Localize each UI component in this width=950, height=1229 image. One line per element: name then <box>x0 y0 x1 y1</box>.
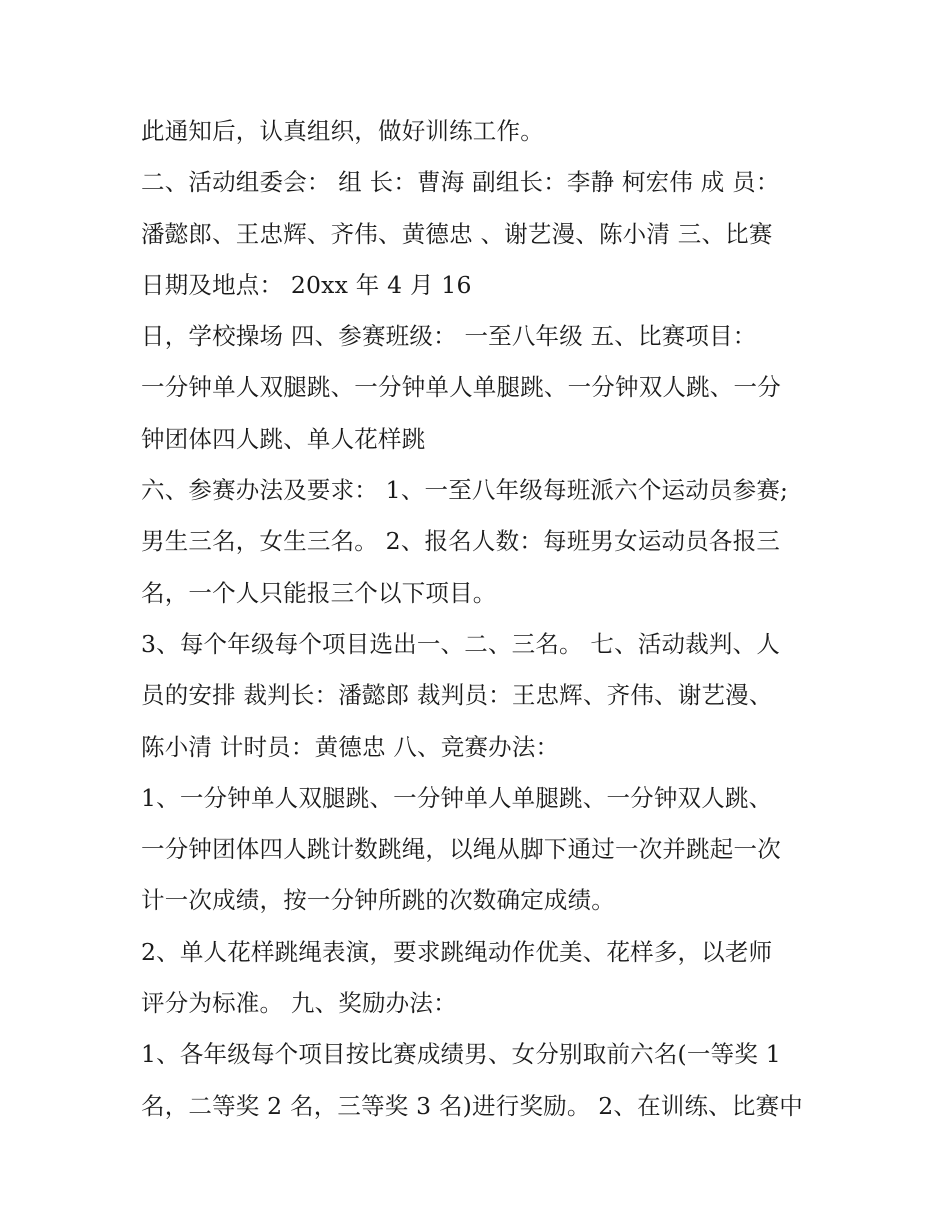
text-line: 潘懿郎、王忠辉、齐伟、黄德忠 、谢艺漫、陈小清 三、比赛 <box>141 219 773 248</box>
text-line: 1、各年级每个项目按比赛成绩男、女分别取前六名(一等奖 1 <box>141 1040 781 1069</box>
text-line: 陈小清 计时员：黄德忠 八、竞赛办法： <box>141 732 560 761</box>
document-body <box>141 106 831 1132</box>
text-line: 2、单人花样跳绳表演，要求跳绳动作优美、花样多，以老师 <box>141 937 773 966</box>
text-line: 计一次成绩，按一分钟所跳的次数确定成绩。 <box>141 886 615 915</box>
text-line: 名，一个人只能报三个以下项目。 <box>141 578 497 607</box>
text-line: 钟团体四人跳、单人花样跳 <box>141 424 426 453</box>
text-line: 评分为标准。 九、奖励办法： <box>141 989 457 1018</box>
text-line: 3、每个年级每个项目选出一、二、三名。 七、活动裁判、人 <box>141 629 781 658</box>
text-line: 男生三名，女生三名。 2、报名人数：每班男女运动员各报三 <box>141 527 781 556</box>
text-line: 二、活动组委会： 组 长：曹海 副组长：李静 柯宏伟 成 员： <box>141 168 780 197</box>
text-line: 名，二等奖 2 名，三等奖 3 名)进行奖励。 2、在训练、比赛中 <box>141 1091 803 1120</box>
text-line: 一分钟团体四人跳计数跳绳，以绳从脚下通过一次并跳起一次 <box>141 835 781 864</box>
text-line: 此通知后，认真组织，做好训练工作。 <box>141 117 544 145</box>
text-line: 六、参赛办法及要求： 1、一至八年级每班派六个运动员参赛; <box>141 476 789 505</box>
text-line: 一分钟单人双腿跳、一分钟单人单腿跳、一分钟双人跳、一分 <box>141 373 781 402</box>
text-line: 日，学校操场 四、参赛班级： 一至八年级 五、比赛项目： <box>141 322 757 351</box>
text-line: 员的安排 裁判长：潘懿郎 裁判员：王忠辉、齐伟、谢艺漫、 <box>141 681 773 710</box>
text-line: 日期及地点： 20xx 年 4 月 16 <box>141 270 472 299</box>
text-line: 1、一分钟单人双腿跳、一分钟单人单腿跳、一分钟双人跳、 <box>141 783 773 812</box>
